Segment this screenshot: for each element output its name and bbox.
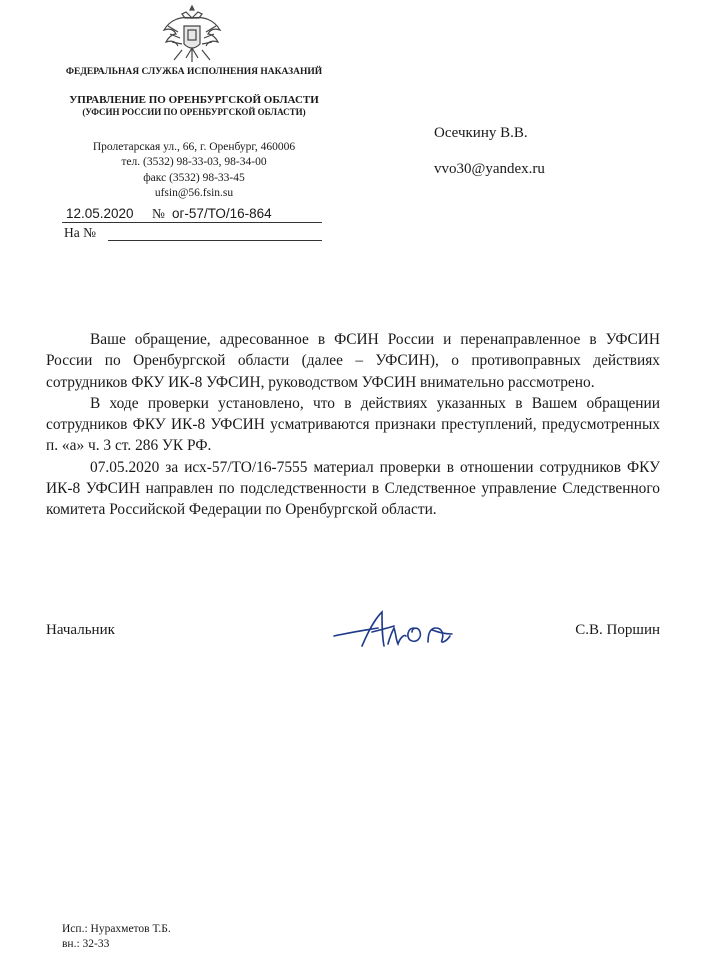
phone: тел. (3532) 98-33-03, 98-34-00 [121, 156, 267, 169]
executor-block [62, 922, 171, 952]
fax: факс (3532) 98-33-45 [143, 171, 245, 184]
executor-name: Исп.: Нурахметов Т.Б. [62, 923, 171, 935]
reply-to-underline [108, 240, 322, 241]
recipient-name: Осечкину В.В. [434, 125, 528, 141]
handwritten-signature [332, 606, 462, 652]
recipient-email: vvo30@yandex.ru [434, 161, 545, 177]
paragraph-1: Ваше обращение, адресованное в ФСИН России и перенаправленное в УФСИН России по Оренбургской области (далее – УФСИН), о противоправных действиях сотрудников ФКУ ИК-8 УФСИН, руководством УФСИН внимательно рассмотрено. [46, 331, 660, 391]
address: Пролетарская ул., 66, г. Оренбург, 460006 [92, 141, 296, 153]
paragraph-2: В ходе проверки установлено, что в действиях указанных в Вашем обращении сотрудников ФКУ ИК-8 УФСИН усматриваются признаки преступлений, предусмотренных п. «а» ч. 3 ст. 286 УК РФ. [46, 394, 660, 455]
signatory-name: С.В. Поршин [575, 622, 660, 638]
department-abbreviation: (УФСИН РОССИИ ПО ОРЕНБУРГСКОЙ ОБЛАСТИ) [82, 106, 306, 117]
reply-to-label: На № [64, 225, 96, 240]
letter-body [46, 329, 660, 521]
agency-name: ФЕДЕРАЛЬНАЯ СЛУЖБА ИСПОЛНЕНИЯ НАКАЗАНИЙ [65, 67, 323, 77]
recipient-block [434, 124, 545, 178]
registration-date: 12.05.2020 [66, 206, 134, 221]
signatory-role: Начальник [46, 622, 115, 638]
paragraph-3: 07.05.2020 за исх-57/ТО/16-7555 материал проверки в отношении сотрудников ФКУ ИК-8 УФСИН направлен по подследственности в Следственное управление Следственного комитета Российской Федерации по Оренбургской области. [46, 458, 660, 519]
double-headed-eagle-emblem-icon [160, 4, 224, 68]
contact-block [62, 140, 326, 201]
department-name: УПРАВЛЕНИЕ ПО ОРЕНБУРГСКОЙ ОБЛАСТИ [69, 94, 319, 106]
department-block [62, 94, 326, 117]
executor-phone: вн.: 32-33 [62, 937, 110, 950]
registration-number: ог-57/ТО/16-864 [172, 206, 272, 221]
agency-email: ufsin@56.fsin.su [154, 186, 234, 199]
number-sign: № [152, 206, 165, 221]
registration-underline [62, 222, 322, 223]
